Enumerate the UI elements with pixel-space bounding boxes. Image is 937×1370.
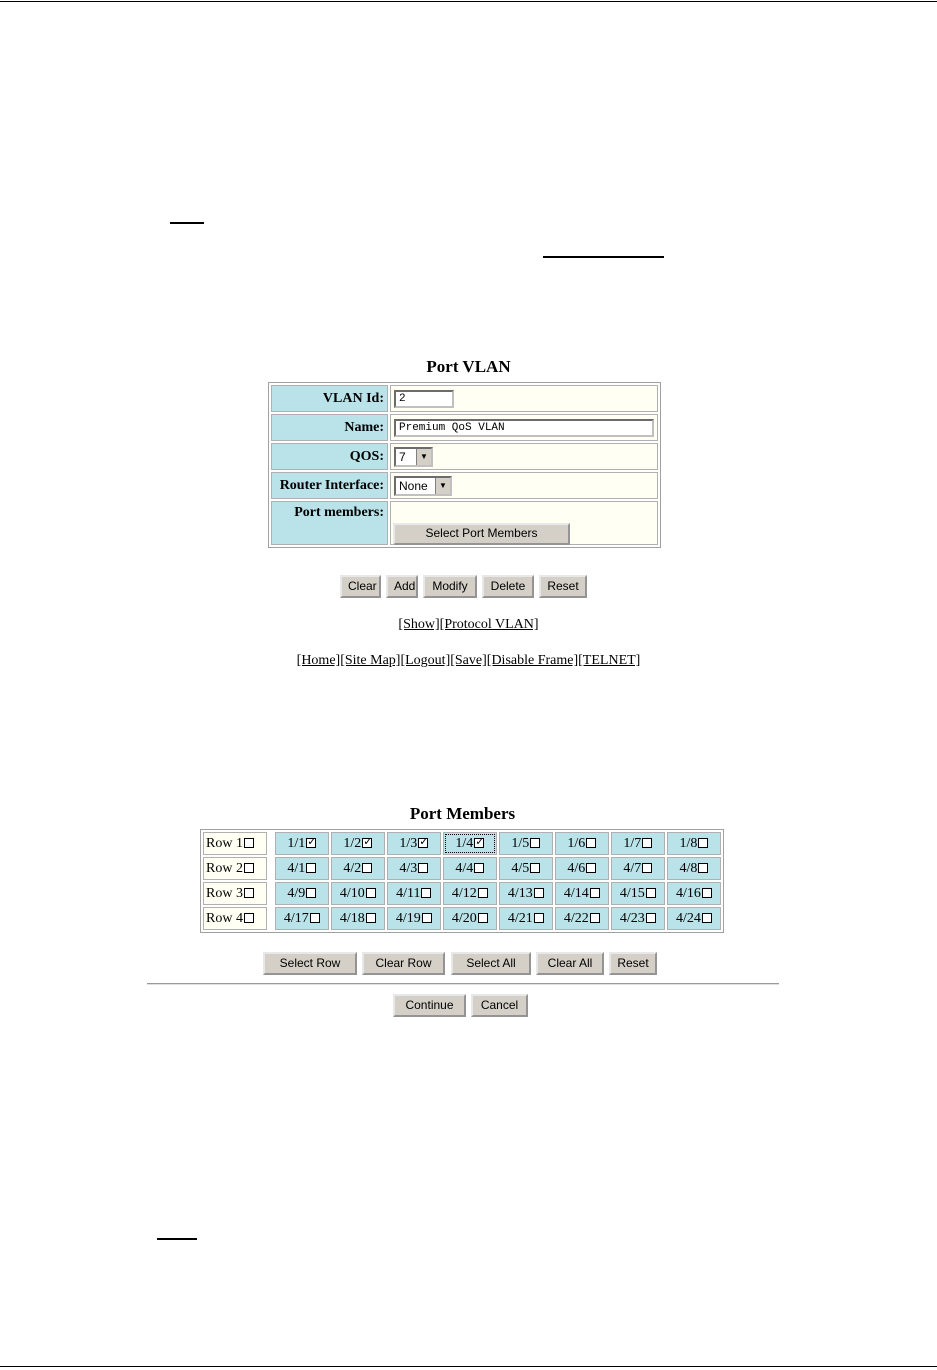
port-checkbox[interactable] [366, 913, 376, 923]
port-cell [331, 882, 385, 905]
port-checkbox[interactable] [702, 888, 712, 898]
port-cell [443, 832, 497, 855]
port-label: 1/8 [679, 835, 698, 851]
port-vlan-title: Port VLAN [426, 357, 511, 376]
port-cell [443, 907, 497, 930]
grid-row [203, 857, 721, 880]
port-checkbox[interactable] [418, 863, 428, 873]
row-checkbox[interactable] [244, 838, 254, 848]
telnet-link[interactable]: [TELNET] [578, 653, 641, 668]
port-checkbox[interactable] [362, 863, 372, 873]
port-cell [331, 857, 385, 880]
grid-row [203, 882, 721, 905]
port-cell [275, 907, 329, 930]
port-cell [555, 857, 609, 880]
port-label: 4/19 [395, 910, 421, 926]
qos-value: 7 [399, 449, 406, 464]
port-label: 4/11 [396, 885, 421, 901]
port-checkbox[interactable] [702, 913, 712, 923]
top-rule [0, 1, 937, 2]
port-checkbox[interactable] [474, 863, 484, 873]
port-members-cell [390, 501, 658, 545]
qos-cell [390, 443, 658, 470]
port-cell [387, 907, 441, 930]
port-label: 4/3 [399, 860, 418, 876]
port-cell [667, 832, 721, 855]
select-all-button[interactable]: Select All [451, 952, 531, 975]
row-header [203, 832, 267, 855]
chevron-down-icon[interactable]: ▼ [435, 478, 450, 494]
port-cell [667, 882, 721, 905]
port-members-grid [200, 829, 724, 933]
home-link[interactable]: [Home] [296, 653, 341, 668]
port-label: 4/15 [619, 885, 645, 901]
continue-button[interactable]: Continue [393, 994, 466, 1017]
port-label: 4/20 [451, 910, 477, 926]
port-label: 4/14 [563, 885, 589, 901]
row-label: Row 4 [206, 910, 243, 926]
port-cell [275, 857, 329, 880]
port-cell [667, 907, 721, 930]
nav-links [0, 653, 937, 669]
select-row-button[interactable]: Select Row [263, 952, 357, 975]
port-cell [667, 857, 721, 880]
chevron-down-icon[interactable]: ▼ [416, 449, 431, 465]
port-checkbox[interactable] [698, 838, 708, 848]
port-label: 1/6 [567, 835, 586, 851]
port-checkbox[interactable] [478, 913, 488, 923]
protocol-vlan-link[interactable]: [Protocol VLAN] [439, 617, 539, 632]
clear-button[interactable]: Clear [340, 575, 381, 598]
port-cell [499, 832, 553, 855]
add-button[interactable]: Add [386, 575, 418, 598]
port-label: 1/2 [343, 835, 362, 851]
port-checkbox[interactable] [534, 913, 544, 923]
port-checkbox[interactable] [310, 913, 320, 923]
port-cell [443, 882, 497, 905]
clear-row-button[interactable]: Clear Row [362, 952, 445, 975]
port-label: 4/8 [679, 860, 698, 876]
port-label: 4/16 [675, 885, 701, 901]
port-cell [387, 882, 441, 905]
port-label: 4/7 [623, 860, 642, 876]
underline-stub-1 [170, 222, 204, 224]
port-checkbox[interactable] [366, 888, 376, 898]
port-checkbox[interactable] [646, 888, 656, 898]
port-label: 4/22 [563, 910, 589, 926]
row-label: Row 2 [206, 860, 243, 876]
port-cell [611, 832, 665, 855]
router-interface-select[interactable] [394, 476, 452, 496]
port-label: 4/13 [507, 885, 533, 901]
column-gap [269, 907, 272, 930]
port-label: 4/23 [619, 910, 645, 926]
column-gap [269, 857, 272, 880]
port-cell [499, 857, 553, 880]
modify-button[interactable]: Modify [423, 575, 477, 598]
port-cell [611, 907, 665, 930]
underline-stub-3 [157, 1238, 197, 1240]
port-checkbox[interactable] [590, 888, 600, 898]
bottom-rule [0, 1366, 937, 1367]
router-interface-cell [390, 472, 658, 499]
port-cell [331, 907, 385, 930]
port-label: 1/5 [511, 835, 530, 851]
vlan-id-cell [390, 385, 658, 412]
show-link[interactable]: [Show] [398, 617, 440, 632]
qos-label: QOS: [271, 443, 388, 470]
port-label: 4/10 [339, 885, 365, 901]
port-checkbox[interactable] [422, 913, 432, 923]
row-header [203, 857, 267, 880]
vlan-id-label: VLAN Id: [271, 385, 388, 412]
name-input[interactable]: Premium QoS VLAN [394, 419, 654, 437]
port-label: 4/9 [287, 885, 306, 901]
port-cell [387, 832, 441, 855]
port-checkbox[interactable] [421, 888, 431, 898]
separator [147, 983, 779, 985]
port-label: 4/4 [455, 860, 474, 876]
port-cell [387, 857, 441, 880]
port-cell [499, 882, 553, 905]
row-checkbox[interactable] [244, 863, 254, 873]
port-checkbox[interactable] [642, 863, 652, 873]
port-checkbox[interactable] [306, 838, 316, 848]
port-members-title: Port Members [409, 804, 516, 823]
port-vlan-form [268, 382, 661, 548]
port-checkbox[interactable] [362, 838, 372, 848]
reset-button[interactable]: Reset [539, 575, 587, 598]
row-checkbox[interactable] [244, 913, 254, 923]
port-cell [555, 907, 609, 930]
vlan-id-input[interactable]: 2 [394, 390, 454, 408]
port-cell [443, 857, 497, 880]
port-checkbox[interactable] [586, 863, 596, 873]
port-members-label: Port members: [271, 501, 388, 545]
port-cell [331, 832, 385, 855]
port-cell [555, 882, 609, 905]
vlan-links [0, 617, 937, 633]
port-checkbox[interactable] [530, 838, 540, 848]
port-checkbox[interactable] [586, 838, 596, 848]
disable-frame-link[interactable]: [Disable Frame] [486, 653, 579, 668]
row-header [203, 907, 267, 930]
port-checkbox[interactable] [590, 913, 600, 923]
port-cell [611, 857, 665, 880]
cancel-button[interactable]: Cancel [471, 994, 528, 1017]
column-gap [269, 832, 272, 855]
delete-button[interactable]: Delete [482, 575, 534, 598]
port-cell [499, 907, 553, 930]
port-checkbox[interactable] [474, 838, 484, 848]
port-label: 4/12 [451, 885, 477, 901]
port-label: 4/2 [343, 860, 362, 876]
port-checkbox[interactable] [642, 838, 652, 848]
port-cell [555, 832, 609, 855]
row-header [203, 882, 267, 905]
grid-reset-button[interactable]: Reset [609, 952, 657, 975]
port-checkbox[interactable] [534, 888, 544, 898]
router-interface-label: Router Interface: [271, 472, 388, 499]
port-checkbox[interactable] [478, 888, 488, 898]
port-cell [611, 882, 665, 905]
logout-link[interactable]: [Logout] [400, 653, 451, 668]
site-map-link[interactable]: [Site Map] [340, 653, 401, 668]
port-checkbox[interactable] [306, 888, 316, 898]
clear-all-button[interactable]: Clear All [536, 952, 604, 975]
port-label: 4/6 [567, 860, 586, 876]
port-label: 4/1 [287, 860, 306, 876]
port-label: 1/1 [287, 835, 306, 851]
port-cell [275, 832, 329, 855]
port-label: 1/4 [455, 835, 474, 851]
port-cell [275, 882, 329, 905]
select-port-members-button[interactable]: Select Port Members [393, 523, 570, 545]
column-gap [269, 882, 272, 905]
router-interface-value: None [399, 478, 428, 493]
port-label: 1/7 [623, 835, 642, 851]
row-label: Row 3 [206, 885, 243, 901]
underline-stub-2 [543, 256, 664, 258]
name-cell [390, 414, 658, 441]
port-label: 4/5 [511, 860, 530, 876]
port-checkbox[interactable] [646, 913, 656, 923]
grid-row [203, 907, 721, 930]
port-checkbox[interactable] [418, 838, 428, 848]
save-link[interactable]: [Save] [450, 653, 487, 668]
qos-select[interactable] [394, 447, 433, 467]
port-checkbox[interactable] [530, 863, 540, 873]
port-label: 4/24 [675, 910, 701, 926]
port-checkbox[interactable] [306, 863, 316, 873]
port-label: 4/18 [339, 910, 365, 926]
row-label: Row 1 [206, 835, 243, 851]
port-label: 4/21 [507, 910, 533, 926]
row-checkbox[interactable] [244, 888, 254, 898]
name-label: Name: [271, 414, 388, 441]
grid-row [203, 832, 721, 855]
port-label: 1/3 [399, 835, 418, 851]
port-label: 4/17 [283, 910, 309, 926]
port-checkbox[interactable] [698, 863, 708, 873]
